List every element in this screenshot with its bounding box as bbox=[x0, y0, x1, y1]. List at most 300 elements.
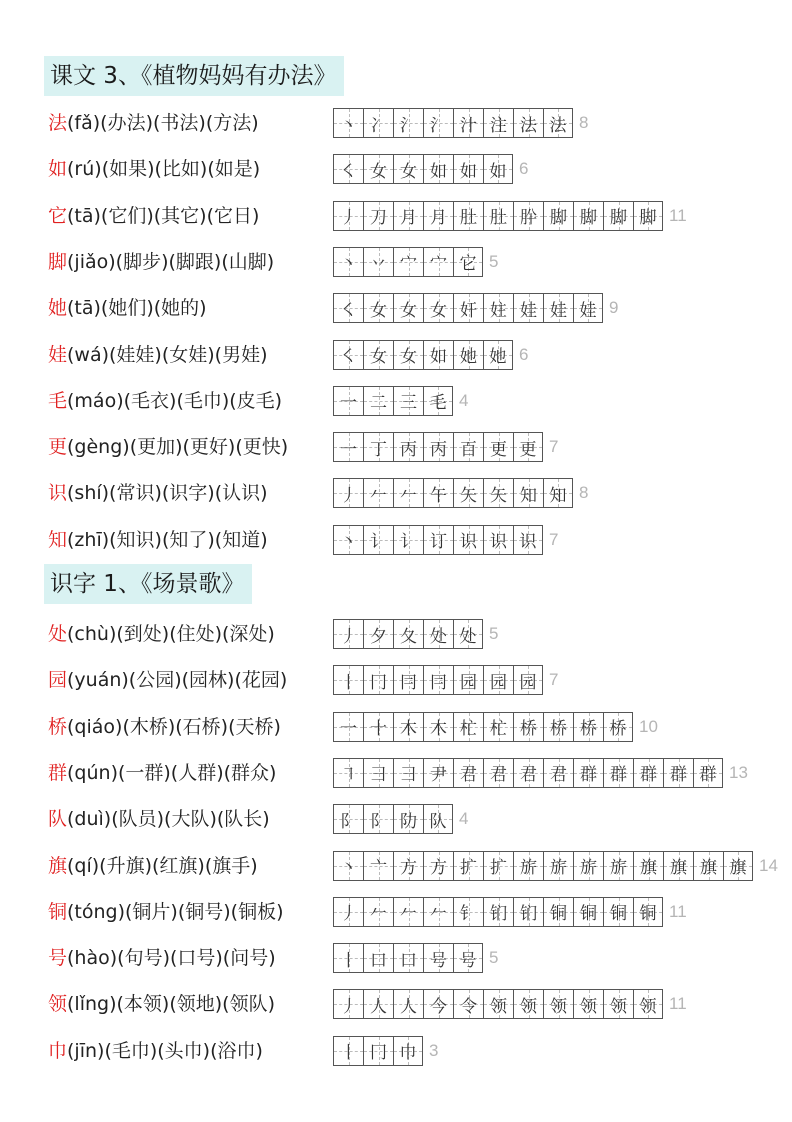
stroke-step-glyph: 口 bbox=[400, 950, 417, 971]
stroke-step-cell bbox=[513, 897, 543, 927]
stroke-step-glyph: 旂 bbox=[520, 858, 537, 878]
stroke-step-cell bbox=[513, 108, 543, 138]
character-row bbox=[0, 1031, 792, 1071]
stroke-step-cell bbox=[633, 851, 663, 881]
stroke-step-cell bbox=[393, 293, 423, 323]
stroke-count: 7 bbox=[549, 437, 559, 457]
stroke-step-cell bbox=[603, 989, 633, 1019]
character-entry bbox=[48, 846, 258, 886]
character-entry bbox=[48, 196, 259, 236]
stroke-step-glyph: 群 bbox=[580, 765, 597, 786]
stroke-step-cell bbox=[543, 758, 573, 788]
stroke-step-cell bbox=[633, 989, 663, 1019]
character-entry bbox=[48, 473, 268, 513]
stroke-count: 6 bbox=[519, 344, 529, 364]
pinyin-and-words: (qún)(一群)(人群)(群众) bbox=[67, 761, 277, 784]
stroke-step-cell bbox=[453, 897, 483, 927]
character-glyph: 如 bbox=[48, 158, 68, 181]
stroke-step-glyph: 处 bbox=[459, 626, 477, 647]
stroke-step-glyph: 丿 bbox=[340, 996, 357, 1017]
stroke-step-glyph: ㇛ bbox=[340, 161, 357, 182]
stroke-step-glyph: 铜 bbox=[610, 904, 627, 925]
stroke-step-cell bbox=[363, 851, 393, 881]
pinyin-and-words: (tā)(它们)(其它)(它日) bbox=[67, 204, 260, 227]
character-row bbox=[0, 288, 792, 328]
stroke-step-cell bbox=[483, 478, 513, 508]
character-glyph: 号 bbox=[48, 947, 68, 970]
stroke-step-cell bbox=[453, 758, 483, 788]
stroke-step-glyph: 识 bbox=[460, 532, 477, 553]
character-row bbox=[0, 335, 792, 375]
stroke-step-glyph: 丶 bbox=[340, 254, 357, 275]
pinyin-and-words: (tóng)(铜片)(铜号)(铜板) bbox=[67, 900, 284, 923]
stroke-step-cell bbox=[333, 478, 363, 508]
stroke-step-glyph: 脚 bbox=[610, 208, 627, 229]
stroke-step-cell bbox=[423, 851, 453, 881]
stroke-step-glyph: 氵 bbox=[430, 115, 447, 136]
stroke-step-cell bbox=[513, 293, 543, 323]
stroke-step-glyph: 扩 bbox=[490, 858, 507, 878]
stroke-step-cell bbox=[603, 712, 633, 742]
stroke-step-cell bbox=[513, 758, 543, 788]
stroke-step-cell bbox=[483, 432, 513, 462]
stroke-step-cell bbox=[423, 293, 453, 323]
character-glyph: 旗 bbox=[48, 854, 68, 877]
stroke-step-cell bbox=[483, 989, 513, 1019]
stroke-step-glyph: 丙 bbox=[400, 439, 417, 460]
character-entry bbox=[48, 938, 276, 978]
stroke-step-cell bbox=[363, 293, 393, 323]
stroke-step-glyph: 巾 bbox=[399, 1043, 417, 1064]
stroke-step-glyph: 矢 bbox=[490, 485, 507, 506]
stroke-count: 6 bbox=[519, 159, 529, 179]
stroke-step-cell bbox=[603, 897, 633, 927]
stroke-step-glyph: 群 bbox=[670, 765, 687, 786]
stroke-step-glyph: 一 bbox=[340, 393, 357, 414]
stroke-step-cell bbox=[333, 758, 363, 788]
stroke-step-cell bbox=[543, 201, 573, 231]
stroke-step-cell bbox=[333, 247, 363, 277]
stroke-step-cell bbox=[393, 386, 423, 416]
stroke-step-cell bbox=[393, 340, 423, 370]
character-entry bbox=[48, 427, 288, 467]
stroke-step-cell bbox=[393, 108, 423, 138]
stroke-step-glyph: 肚 bbox=[490, 208, 507, 229]
stroke-step-glyph: ㇕ bbox=[340, 765, 357, 786]
stroke-step-glyph: 桥 bbox=[520, 719, 537, 740]
pinyin-and-words: (duì)(队员)(大队)(队长) bbox=[67, 808, 270, 831]
pinyin-and-words: (gèng)(更加)(更好)(更快) bbox=[67, 436, 289, 459]
stroke-step-cell bbox=[333, 804, 363, 834]
stroke-step-glyph: 女 bbox=[400, 347, 417, 367]
pinyin-and-words: (qí)(升旗)(红旗)(旗手) bbox=[67, 854, 258, 877]
stroke-step-glyph: 女 bbox=[400, 161, 417, 182]
stroke-step-glyph: 如 bbox=[460, 161, 477, 182]
stroke-order-grid bbox=[333, 987, 687, 1021]
stroke-step-cell bbox=[363, 386, 393, 416]
stroke-step-cell bbox=[453, 432, 483, 462]
stroke-step-glyph: 号 bbox=[430, 950, 447, 971]
character-entry bbox=[48, 149, 260, 189]
stroke-step-glyph: 队 bbox=[429, 811, 447, 832]
pinyin-and-words: (chù)(到处)(住处)(深处) bbox=[67, 623, 275, 645]
character-row bbox=[0, 938, 792, 978]
stroke-step-glyph: 它 bbox=[459, 254, 477, 275]
character-glyph: 她 bbox=[48, 297, 68, 320]
stroke-step-glyph: 丿 bbox=[340, 626, 357, 647]
character-row bbox=[0, 707, 792, 747]
stroke-step-glyph: 氵 bbox=[400, 115, 417, 136]
stroke-step-cell bbox=[333, 1036, 363, 1066]
stroke-step-glyph: 钔 bbox=[490, 904, 507, 925]
stroke-count: 11 bbox=[669, 994, 687, 1014]
stroke-step-cell bbox=[333, 665, 363, 695]
stroke-step-cell bbox=[333, 525, 363, 555]
stroke-step-cell bbox=[543, 851, 573, 881]
stroke-step-glyph: 月 bbox=[430, 208, 447, 229]
stroke-count: 11 bbox=[669, 901, 687, 921]
pinyin-and-words: (tā)(她们)(她的) bbox=[67, 297, 207, 320]
stroke-step-glyph: 群 bbox=[610, 765, 627, 786]
stroke-step-cell bbox=[363, 154, 393, 184]
stroke-step-cell bbox=[453, 619, 483, 649]
stroke-step-glyph: 毛 bbox=[429, 393, 447, 414]
stroke-step-cell bbox=[393, 201, 423, 231]
stroke-step-glyph: 领 bbox=[610, 996, 627, 1017]
stroke-step-cell bbox=[423, 386, 453, 416]
stroke-step-cell bbox=[333, 340, 363, 370]
stroke-step-cell bbox=[393, 247, 423, 277]
stroke-step-cell bbox=[513, 201, 543, 231]
stroke-step-glyph: 桥 bbox=[580, 719, 597, 740]
stroke-step-cell bbox=[423, 201, 453, 231]
pinyin-and-words: (hào)(句号)(口号)(问号) bbox=[67, 947, 276, 970]
pinyin-and-words: (zhī)(知识)(知了)(知道) bbox=[67, 528, 268, 551]
character-entry bbox=[48, 614, 275, 654]
stroke-step-cell bbox=[543, 712, 573, 742]
character-glyph: 队 bbox=[48, 808, 68, 831]
character-glyph: 知 bbox=[48, 528, 68, 551]
stroke-step-glyph: 领 bbox=[580, 996, 597, 1017]
stroke-count: 11 bbox=[669, 205, 687, 225]
stroke-step-cell bbox=[573, 989, 603, 1019]
stroke-step-cell bbox=[423, 619, 453, 649]
character-row bbox=[0, 103, 792, 143]
stroke-step-glyph: 铜 bbox=[580, 904, 597, 925]
stroke-order-grid bbox=[333, 523, 558, 557]
stroke-step-cell bbox=[513, 665, 543, 695]
stroke-step-cell bbox=[363, 897, 393, 927]
stroke-step-cell bbox=[423, 712, 453, 742]
stroke-order-grid bbox=[333, 756, 748, 790]
stroke-step-glyph: 领 bbox=[550, 996, 567, 1017]
stroke-step-glyph: 群 bbox=[699, 765, 717, 786]
stroke-step-cell bbox=[573, 712, 603, 742]
stroke-step-glyph: 丨 bbox=[340, 950, 357, 971]
stroke-step-glyph: 肚 bbox=[460, 208, 477, 229]
pinyin-and-words: (qiáo)(木桥)(石桥)(天桥) bbox=[67, 715, 281, 738]
stroke-count: 4 bbox=[459, 390, 469, 410]
stroke-step-glyph: 旂 bbox=[610, 858, 627, 878]
stroke-step-glyph: 桥 bbox=[550, 719, 567, 740]
stroke-step-cell bbox=[633, 201, 663, 231]
stroke-step-glyph: 矢 bbox=[460, 485, 477, 506]
stroke-count: 7 bbox=[549, 670, 559, 690]
stroke-step-glyph: 脚 bbox=[580, 208, 597, 229]
character-glyph: 群 bbox=[48, 761, 68, 784]
stroke-step-cell bbox=[543, 108, 573, 138]
stroke-step-glyph: 冂 bbox=[370, 1043, 387, 1064]
stroke-step-cell bbox=[483, 154, 513, 184]
stroke-step-glyph: 君 bbox=[550, 765, 567, 786]
stroke-step-glyph: 𠂉 bbox=[370, 904, 387, 925]
stroke-step-cell bbox=[423, 525, 453, 555]
stroke-count: 8 bbox=[579, 113, 589, 132]
stroke-order-grid bbox=[333, 430, 558, 464]
stroke-order-grid bbox=[333, 617, 498, 651]
stroke-step-cell bbox=[333, 201, 363, 231]
stroke-step-glyph: 识 bbox=[519, 532, 537, 553]
stroke-step-cell bbox=[423, 758, 453, 788]
stroke-step-cell bbox=[393, 804, 423, 834]
stroke-step-glyph: 钔 bbox=[520, 904, 537, 925]
character-row bbox=[0, 799, 792, 839]
stroke-step-cell bbox=[453, 712, 483, 742]
stroke-step-cell bbox=[483, 897, 513, 927]
stroke-step-cell bbox=[453, 108, 483, 138]
stroke-step-cell bbox=[423, 108, 453, 138]
stroke-step-cell bbox=[483, 665, 513, 695]
stroke-order-grid bbox=[333, 291, 618, 325]
stroke-step-glyph: 𠂉 bbox=[400, 485, 417, 506]
stroke-count: 7 bbox=[549, 529, 559, 549]
stroke-step-glyph: 旂 bbox=[580, 858, 597, 878]
character-entry bbox=[48, 660, 287, 700]
stroke-step-cell bbox=[393, 619, 423, 649]
stroke-step-glyph: 刀 bbox=[370, 208, 387, 229]
stroke-step-glyph: 女 bbox=[370, 300, 387, 321]
stroke-step-cell bbox=[573, 897, 603, 927]
character-entry bbox=[48, 335, 268, 375]
pinyin-and-words: (rú)(如果)(比如)(如是) bbox=[67, 158, 261, 181]
stroke-count: 5 bbox=[489, 251, 499, 271]
stroke-count: 4 bbox=[459, 809, 469, 829]
stroke-step-cell bbox=[483, 201, 513, 231]
stroke-count: 5 bbox=[489, 948, 499, 968]
stroke-step-cell bbox=[543, 897, 573, 927]
stroke-step-cell bbox=[693, 851, 723, 881]
stroke-order-grid bbox=[333, 849, 778, 883]
stroke-step-cell bbox=[543, 989, 573, 1019]
character-row bbox=[0, 427, 792, 467]
stroke-step-cell bbox=[453, 293, 483, 323]
stroke-step-cell bbox=[363, 108, 393, 138]
stroke-step-cell bbox=[393, 154, 423, 184]
stroke-step-glyph: 午 bbox=[430, 485, 447, 506]
stroke-step-cell bbox=[363, 758, 393, 788]
stroke-step-glyph: 丙 bbox=[430, 439, 447, 460]
character-glyph: 娃 bbox=[48, 343, 68, 366]
stroke-step-cell bbox=[633, 897, 663, 927]
stroke-order-grid bbox=[333, 152, 528, 186]
stroke-order-grid bbox=[333, 663, 558, 697]
stroke-step-cell bbox=[393, 478, 423, 508]
character-glyph: 更 bbox=[48, 436, 68, 459]
stroke-step-glyph: 君 bbox=[460, 765, 477, 786]
stroke-step-glyph: 令 bbox=[460, 996, 477, 1017]
stroke-order-grid bbox=[333, 106, 588, 140]
stroke-order-grid bbox=[333, 384, 468, 418]
stroke-step-cell bbox=[393, 665, 423, 695]
pinyin-and-words: (shí)(常识)(识字)(认识) bbox=[67, 482, 268, 505]
stroke-step-glyph: 妵 bbox=[490, 300, 507, 321]
stroke-step-cell bbox=[483, 108, 513, 138]
stroke-step-glyph: 杧 bbox=[460, 719, 477, 740]
stroke-count: 3 bbox=[429, 1040, 439, 1060]
stroke-count: 8 bbox=[579, 483, 589, 503]
stroke-step-glyph: 阝 bbox=[370, 811, 387, 832]
character-row bbox=[0, 660, 792, 700]
stroke-step-glyph: 一 bbox=[340, 439, 357, 460]
stroke-step-glyph: 丨 bbox=[340, 1043, 357, 1064]
pinyin-and-words: (fǎ)(办法)(书法)(方法) bbox=[67, 112, 259, 134]
character-row bbox=[0, 892, 792, 932]
stroke-step-glyph: 丿 bbox=[340, 208, 357, 229]
stroke-step-cell bbox=[453, 665, 483, 695]
stroke-step-cell bbox=[363, 1036, 393, 1066]
stroke-step-glyph: 旂 bbox=[550, 858, 567, 878]
stroke-step-glyph: 亠 bbox=[370, 858, 387, 878]
stroke-step-cell bbox=[363, 804, 393, 834]
stroke-step-glyph: 更 bbox=[490, 439, 507, 460]
stroke-step-cell bbox=[573, 201, 603, 231]
pinyin-and-words: (lǐng)(本领)(领地)(领队) bbox=[67, 993, 275, 1016]
stroke-step-glyph: 讠 bbox=[370, 532, 387, 553]
stroke-step-cell bbox=[453, 154, 483, 184]
stroke-step-cell bbox=[333, 108, 363, 138]
stroke-step-cell bbox=[543, 478, 573, 508]
character-entry bbox=[48, 799, 270, 839]
stroke-step-cell bbox=[483, 525, 513, 555]
stroke-step-glyph: 月 bbox=[400, 208, 417, 229]
stroke-step-glyph: 丷 bbox=[370, 254, 387, 275]
stroke-step-glyph: 脚 bbox=[550, 208, 567, 229]
stroke-step-cell bbox=[483, 758, 513, 788]
character-glyph: 毛 bbox=[48, 389, 68, 412]
character-entry bbox=[48, 381, 282, 421]
stroke-step-cell bbox=[363, 201, 393, 231]
stroke-step-cell bbox=[393, 432, 423, 462]
character-entry bbox=[48, 753, 276, 793]
character-row bbox=[0, 846, 792, 886]
pinyin-and-words: (jiǎo)(脚步)(脚跟)(山脚) bbox=[67, 250, 275, 273]
stroke-step-cell bbox=[453, 989, 483, 1019]
stroke-step-glyph: 二 bbox=[370, 393, 387, 414]
stroke-count: 13 bbox=[729, 762, 748, 782]
stroke-step-glyph: 𠂉 bbox=[400, 904, 417, 925]
stroke-order-grid bbox=[333, 1034, 438, 1068]
stroke-step-glyph: 杧 bbox=[490, 719, 507, 740]
stroke-count: 5 bbox=[489, 624, 499, 643]
stroke-step-cell bbox=[393, 989, 423, 1019]
stroke-step-glyph: 宀 bbox=[430, 254, 447, 275]
stroke-step-glyph: 铜 bbox=[550, 904, 567, 925]
stroke-step-cell bbox=[483, 851, 513, 881]
stroke-step-glyph: 娃 bbox=[579, 300, 597, 321]
stroke-step-glyph: 领 bbox=[520, 996, 537, 1017]
stroke-step-glyph: 丨 bbox=[340, 672, 357, 693]
stroke-step-cell bbox=[363, 712, 393, 742]
stroke-step-cell bbox=[333, 386, 363, 416]
character-glyph: 脚 bbox=[48, 250, 68, 273]
character-entry bbox=[48, 1031, 263, 1071]
stroke-step-glyph: 法 bbox=[549, 115, 567, 136]
stroke-step-cell bbox=[363, 619, 393, 649]
stroke-step-glyph: 丶 bbox=[340, 532, 357, 553]
stroke-step-glyph: 女 bbox=[430, 300, 447, 321]
stroke-step-glyph: 一 bbox=[340, 719, 357, 740]
stroke-count: 14 bbox=[759, 855, 778, 875]
character-entry bbox=[48, 103, 259, 143]
stroke-step-glyph: 号 bbox=[459, 950, 477, 971]
stroke-step-cell bbox=[453, 851, 483, 881]
stroke-step-glyph: 今 bbox=[430, 996, 447, 1017]
stroke-step-cell bbox=[693, 758, 723, 788]
stroke-step-glyph: 园 bbox=[460, 672, 477, 693]
stroke-step-glyph: 旗 bbox=[729, 858, 747, 878]
stroke-step-cell bbox=[333, 851, 363, 881]
stroke-step-cell bbox=[363, 943, 393, 973]
character-row bbox=[0, 149, 792, 189]
stroke-step-glyph: 冂 bbox=[370, 672, 387, 693]
stroke-step-glyph: 宀 bbox=[400, 254, 417, 275]
stroke-step-cell bbox=[513, 478, 543, 508]
stroke-order-grid bbox=[333, 338, 528, 372]
character-row bbox=[0, 196, 792, 236]
stroke-step-cell bbox=[363, 478, 393, 508]
stroke-step-glyph: ㇛ bbox=[340, 347, 357, 367]
stroke-step-glyph: 汁 bbox=[460, 115, 477, 136]
stroke-step-glyph: 丿 bbox=[340, 904, 357, 925]
stroke-step-glyph: 娃 bbox=[550, 300, 567, 321]
stroke-step-cell bbox=[333, 619, 363, 649]
stroke-step-glyph: 处 bbox=[430, 626, 447, 647]
character-glyph: 巾 bbox=[48, 1039, 68, 1062]
stroke-step-cell bbox=[393, 943, 423, 973]
stroke-step-glyph: 扩 bbox=[460, 858, 477, 878]
stroke-step-cell bbox=[393, 851, 423, 881]
stroke-step-cell bbox=[423, 478, 453, 508]
stroke-step-cell bbox=[333, 154, 363, 184]
stroke-step-glyph: 脚 bbox=[639, 208, 657, 229]
stroke-step-cell bbox=[573, 851, 603, 881]
stroke-step-glyph: 讠 bbox=[400, 532, 417, 553]
stroke-step-glyph: 如 bbox=[430, 161, 447, 182]
character-glyph: 它 bbox=[48, 204, 68, 227]
stroke-order-grid bbox=[333, 941, 498, 975]
section-title: 识字 1、《场景歌》 bbox=[44, 564, 252, 604]
pinyin-and-words: (yuán)(公园)(园林)(花园) bbox=[67, 669, 288, 692]
stroke-step-glyph: ㇛ bbox=[340, 300, 357, 321]
stroke-step-glyph: 知 bbox=[549, 485, 567, 506]
stroke-step-glyph: 钅 bbox=[460, 904, 477, 925]
stroke-step-cell bbox=[423, 804, 453, 834]
stroke-step-cell bbox=[423, 432, 453, 462]
stroke-step-glyph: 知 bbox=[520, 485, 537, 506]
stroke-step-glyph: 阞 bbox=[400, 811, 417, 832]
character-entry bbox=[48, 288, 207, 328]
character-row bbox=[0, 984, 792, 1024]
